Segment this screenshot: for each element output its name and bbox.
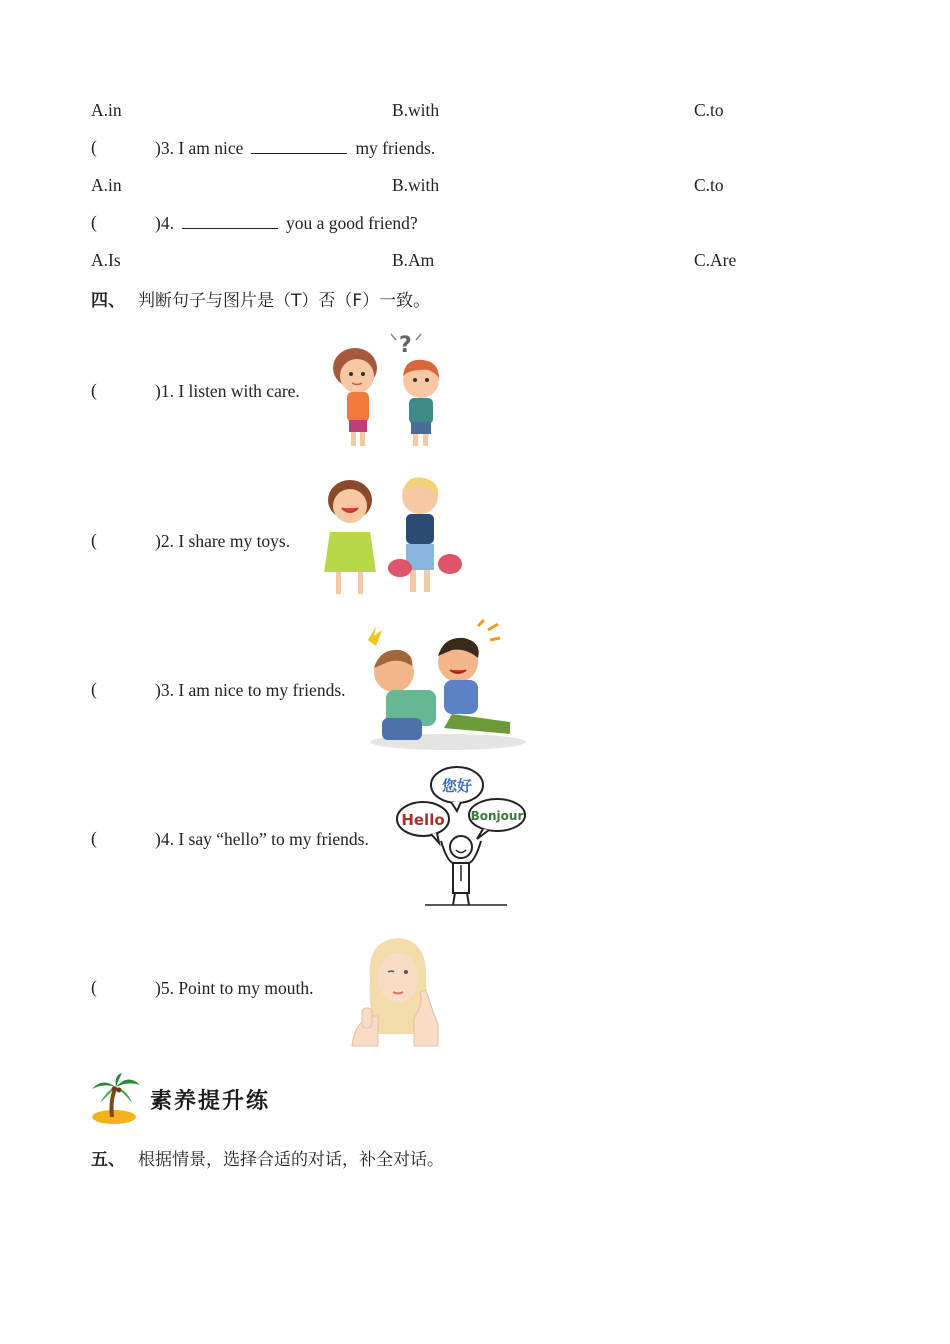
q4-blank[interactable] [182, 214, 278, 229]
item-5-paren[interactable]: ( [91, 977, 97, 997]
item-1-text: )1. I listen with care. [155, 381, 300, 401]
item-5-text: )5. Point to my mouth. [155, 978, 314, 998]
nihao-label: 您好 [441, 777, 473, 795]
q2-option-b: B.with [392, 100, 440, 120]
greeting-man-illustration [395, 765, 530, 910]
q3-after: my friends. [355, 138, 436, 158]
q4-option-c: C.Are [694, 250, 737, 270]
section-5-title: 根据情景，选择合适的对话，补全对话。 [138, 1150, 444, 1170]
q4-option-b: B.Am [392, 250, 435, 270]
q3-option-a: A.in [91, 175, 122, 195]
q3-number: )3. I am nice [155, 138, 244, 158]
q2-option-a: A.in [91, 100, 122, 120]
banner-title: 素养提升练 [150, 1089, 271, 1114]
palm-island-icon [88, 1073, 144, 1125]
q2-option-c: C.to [694, 100, 724, 120]
q3-question [155, 137, 435, 159]
item-4-text: )4. I say “hello” to my friends. [155, 829, 369, 849]
section-4-number: 四、 [91, 291, 125, 311]
hello-label: Hello [401, 811, 445, 829]
section-4-title: 判断句子与图片是（T）否（F）一致。 [138, 291, 431, 311]
q4-option-a: A.Is [91, 250, 121, 270]
section-5-number: 五、 [91, 1150, 125, 1170]
bonjour-label: Bonjour [470, 809, 524, 823]
q3-option-b: B.with [392, 175, 440, 195]
item-2-paren[interactable]: ( [91, 530, 97, 550]
question-mark-icon: ? [399, 333, 412, 358]
kids-sharing-illustration [312, 472, 472, 602]
kids-fighting-illustration [360, 618, 535, 758]
q4-after: you a good friend? [285, 213, 418, 233]
item-3-paren[interactable]: ( [91, 679, 97, 699]
q3-blank[interactable] [251, 139, 347, 154]
item-2-text: )2. I share my toys. [155, 531, 291, 551]
woman-pointing-illustration [348, 934, 443, 1049]
q4-number: )4. [155, 213, 174, 233]
item-4-paren[interactable]: ( [91, 828, 97, 848]
q3-option-c: C.to [694, 175, 724, 195]
q3-answer-paren[interactable]: ( [91, 137, 97, 157]
q4-answer-paren[interactable]: ( [91, 212, 97, 232]
q4-question [155, 212, 418, 234]
item-3-text: )3. I am nice to my friends. [155, 680, 346, 700]
item-1-paren[interactable]: ( [91, 380, 97, 400]
kids-thinking-illustration [325, 328, 450, 453]
